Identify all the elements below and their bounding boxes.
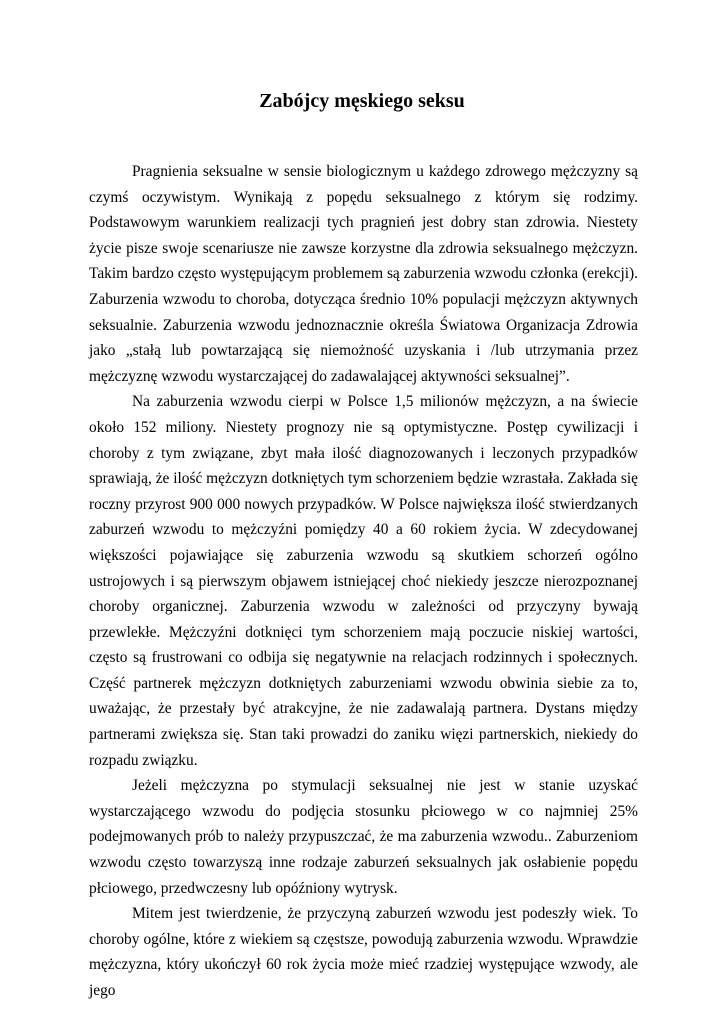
paragraph-1: Pragnienia seksualne w sensie biologicznym u każdego zdrowego mężczyzny są czymś oczywistym. Wynikają z popędu seksualnego z którym się rodzimy. Podstawowym warunkiem realizacji tych pragnień jest dobry stan zdrowia. Niestety życie pisze swoje scenariusze nie zawsze korzystne dla zdrowia seksualnego mężczyzn. Takim bardzo często występującym problemem są zaburzenia wzwodu członka (erekcji). Zaburzenia wzwodu to choroba, dotycząca średnio 10% populacji mężczyzn aktywnych seksualnie. Zaburzenia wzwodu jednoznacznie określa Światowa Organizacja Zdrowia jako „stałą lub powtarzającą się niemożność uzyskania i /lub utrzymania przez mężczyznę wzwodu wystarczającej do zadawalającej aktywności seksualnej”. [89,163,638,385]
paragraph-4: Mitem jest twierdzenie, że przyczyną zaburzeń wzwodu jest podeszły wiek. To choroby ogólne, które z wiekiem są częstsze, powodują zaburzenia wzwodu. Wprawdzie mężczyzna, który ukończył 60 rok życia może mieć rzadziej występujące wzwody, ale jego [89,905,638,999]
document-body [89,159,638,1004]
document-title: Zabójcy męskiego seksu [259,90,465,112]
paragraph-2: Na zaburzenia wzwodu cierpi w Polsce 1,5 milionów mężczyzn, a na świecie około 152 miliony. Niestety prognozy nie są optymistyczne. Postęp cywilizacji i choroby z tym związane, zbyt mała ilość diagnozowanych i leczonych przypadków sprawiają, że ilość mężczyzn dotkniętych tym schorzeniem będzie wzrastała. Zakłada się roczny przyrost 900 000 nowych przypadków. W Polsce największa ilość stwierdzanych zaburzeń wzwodu to mężczyźni pomiędzy 40 a 60 rokiem życia. W zdecydowanej większości pojawiające się zaburzenia wzwodu są skutkiem schorzeń ogólno ustrojowych i są pierwszym objawem istniejącej choć niekiedy jeszcze nierozpoznanej choroby organicznej. Zaburzenia wzwodu w zależności od przyczyny bywają przewlekłe. Mężczyźni dotknięci tym schorzeniem mają poczucie niskiej wartości, często są frustrowani co odbija się negatywnie na relacjach rodzinnych i społecznych. Część partnerek mężczyzn dotkniętych zaburzeniami wzwodu obwinia siebie za to, uważając, że przestały być atrakcyjne, że nie zadawalają partnera. Dystans między partnerami zwiększa się. Stan taki prowadzi do zaniku więzi partnerskich, niekiedy do rozpadu związku. [89,393,638,769]
paragraph-3: Jeżeli mężczyzna po stymulacji seksualnej nie jest w stanie uzyskać wystarczającego wzwodu do podjęcia stosunku płciowego w co najmniej 25% podejmowanych prób to należy przypuszczać, że ma zaburzenia wzwodu.. Zaburzeniom wzwodu często towarzyszą inne rodzaje zaburzeń seksualnych jak osłabienie popędu płciowego, przedwczesny lub opóźniony wytrysk. [89,777,638,897]
